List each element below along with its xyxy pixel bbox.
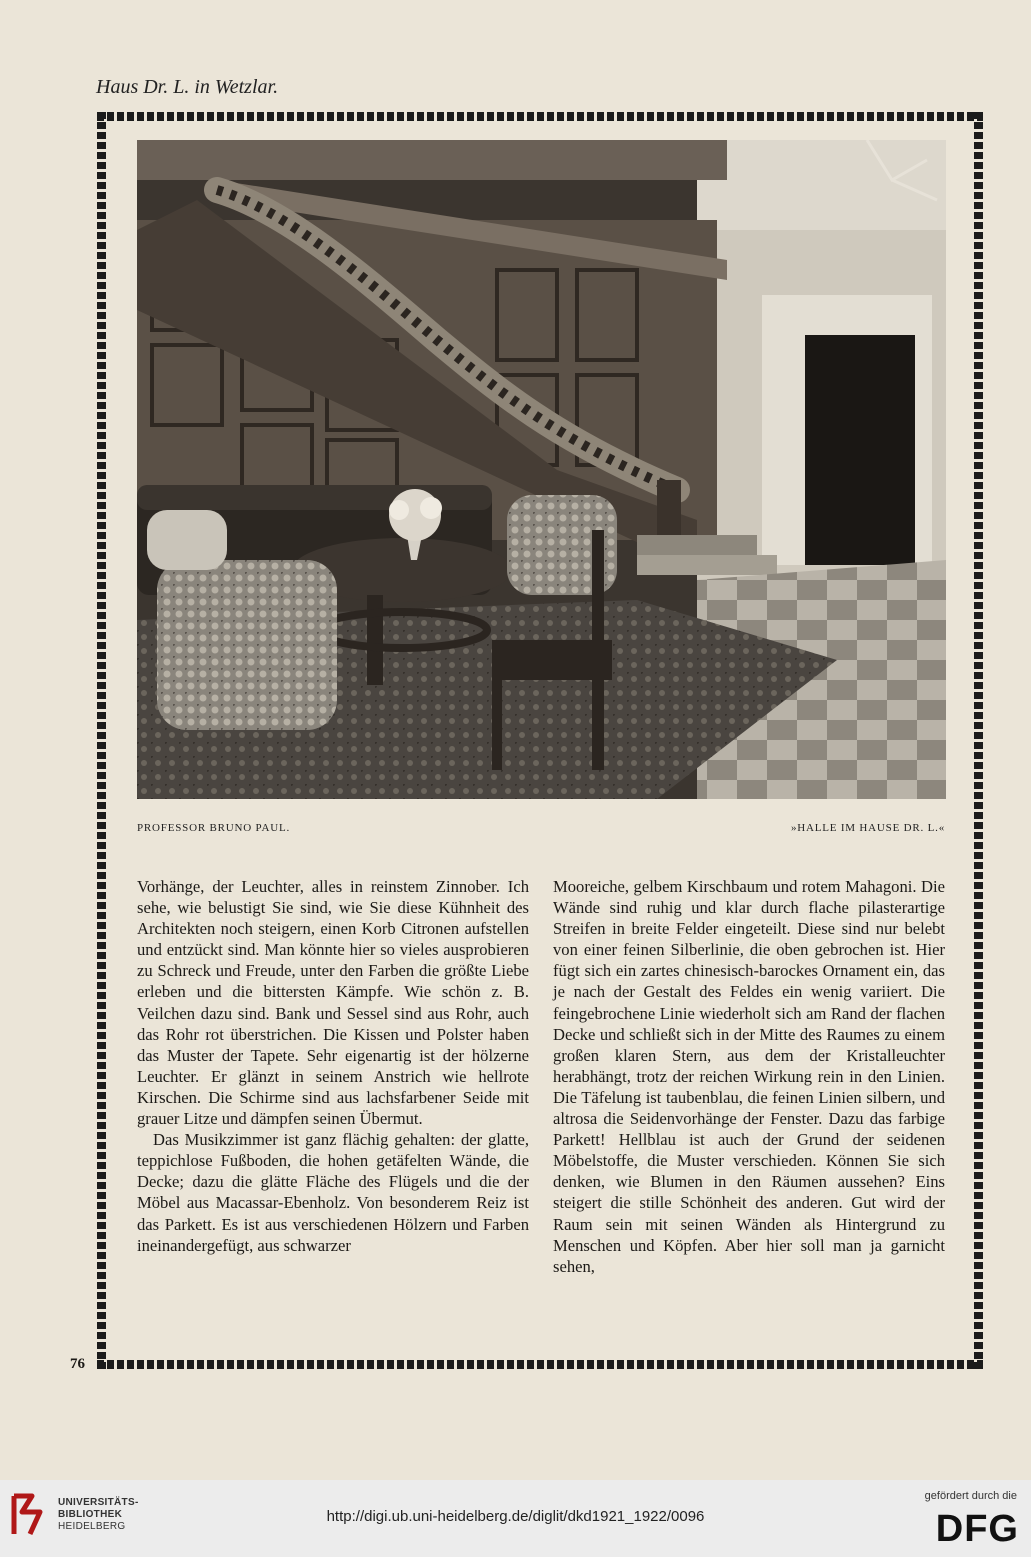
caption-right: »HALLE IM HAUSE DR. L.« bbox=[790, 822, 945, 834]
page-number: 76 bbox=[70, 1356, 85, 1372]
text-column-left bbox=[137, 876, 529, 1256]
right-border bbox=[974, 112, 983, 1369]
library-line: HEIDELBERG bbox=[58, 1521, 126, 1532]
paragraph: Das Musikzimmer ist ganz flächig gehalten: der glatte, teppichlose Fußboden, die hohen getäfelten Wände, die Decke; dazu die glätte Fläche des Flügels und die der Möbel aus Macassar-Ebenholz. Von besonderem Reiz ist das Parkett. Es ist aus verschiedenen Hölzern und Farben ineinandergefügt, aus schwarzer bbox=[137, 1130, 529, 1255]
source-url-link[interactable]: http://digi.ub.uni-heidelberg.de/diglit/dkd1921_1922/0096 bbox=[326, 1508, 705, 1525]
paragraph: Vorhänge, der Leuchter, alles in reinstem Zinnober. Ich sehe, wie belustigt Sie sind, wie Sie diese Kühnheit des Architekten noch steigern, einen Korb Citronen aufstellen und entzückt sind. Man könnte hier so vieles ausprobieren zu Schreck und Freude, unter den Farben die größte Liebe erleben und die bittersten Kämpfe. Wie schön z. B. Veilchen dazu sind. Bank und Sessel sind aus Rohr, auch das Rohr rot überstrichen. Die Kissen und Polster haben das Muster der Tapete. Sehr eigenartig ist der hölzerne Leuchter. Er glänzt in seinem Anstrich wie hellrote Kirschen. Die Schirme sind aus lachsfarbener Seide mit grauer Litze und dämpfen seinen Übermut. bbox=[137, 877, 529, 1129]
left-border bbox=[97, 112, 106, 1369]
funding-text: gefördert durch die bbox=[924, 1490, 1017, 1502]
hall-photograph-illustration bbox=[137, 140, 946, 799]
dfg-logo[interactable]: DFG bbox=[935, 1508, 1019, 1550]
running-head: Haus Dr. L. in Wetzlar. bbox=[96, 76, 279, 98]
caption-left: PROFESSOR BRUNO PAUL. bbox=[137, 822, 291, 834]
library-line: BIBLIOTHEK bbox=[58, 1509, 123, 1520]
library-line: UNIVERSITÄTS- bbox=[58, 1497, 139, 1508]
text-column-right bbox=[553, 876, 945, 1277]
paragraph: Mooreiche, gelbem Kirschbaum und rotem Mahagoni. Die Wände sind ruhig und klar durch flache pilasterartige Streifen in breite Felder eingeteilt. Diese sind nur belebt von einer feinen Silberlinie, die oben gebrochen ist. Hier fügt sich ein zartes chinesisch-barockes Ornament ein, das je nach der Gestalt des Feldes ein wenig variiert. Die feingebrochene Linie wiederholt sich am Rand der flachen Decke und schließt sich in der Mitte des Raumes zu einem großen klaren Stern, aus dem der Kristalleuchter herabhängt, trotz der reichen Wirkung rein in den Linien. Die Täfelung ist taubenblau, die feinen Linien silbern, und altrosa die Seidenvorhänge der Fenster. Dazu das farbige Parkett! Hellblau ist auch der Grund der seidenen Möbelstoffe, die Muster verschieden. Können Sie sich denken, wie Blumen in den Räumen aussehen? Eins steigert die stille Schönheit des anderen. Gut wird der Raum sein mit seinen Wänden als Hintergrund zu Menschen und Köpfen. Aber hier soll man ja garnicht sehen, bbox=[553, 877, 945, 1276]
bottom-border bbox=[97, 1360, 983, 1369]
top-border bbox=[97, 112, 983, 121]
footer-bar bbox=[0, 1480, 1031, 1557]
hall-photograph bbox=[137, 140, 946, 799]
